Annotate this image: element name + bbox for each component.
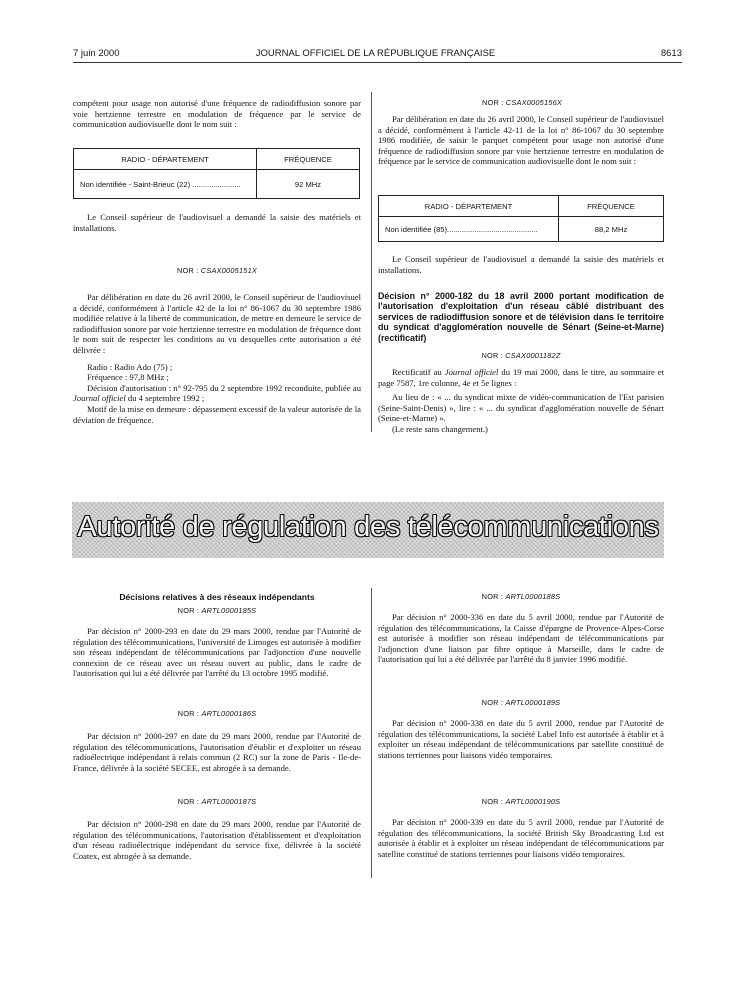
nor-artl0000186s <box>73 709 361 718</box>
decision-paragraph: Par décision n° 2000-293 en date du 29 mars 2000, rendue par l'Autorité de régulation des télécommunications, l'université de Limoges est autorisée à modifier son réseau indépendant de télécommunications par l'adjonction d'une nouvelle connexion de ce réseau avec un réseau ouvert au public, dans le cadre de l'autorisation qui lui a été délivrée par l'arrêté du 13 octobre 1995 modifié. <box>73 626 361 679</box>
nor-artl0000190s <box>378 797 664 806</box>
rectificatif-paragraph <box>378 367 664 388</box>
nor-label: NOR : <box>481 592 504 601</box>
top-right-intro <box>378 114 664 167</box>
nor-code: ARTL0000190S <box>505 797 561 806</box>
nor-label: NOR : <box>481 698 504 707</box>
nor-label: NOR : <box>177 709 200 718</box>
nor-label: NOR : <box>176 266 199 275</box>
nor-csax0005151x <box>73 266 361 275</box>
intro-text: compétent pour usage non autorisé d'une fréquence de radiodiffusion sonore par voie hertzienne terrestre en modulation de fréquence par le service de communication audiovisuelle dont le nom suit : <box>73 98 361 130</box>
deliberation-paragraph: Par délibération en date du 26 avril 2000, le Conseil supérieur de l'audiovisuel a décidé, conformément à l'article 42 de la loi n° 86-1067 du 30 septembre 1986 modifiée relative à la liberté de communication, de mettre en demeure le service de radiodiffusion sonore par voie hertzienne terrestre en modulation de fréquence dont le nom suit de respecter les conditions au vu desquelles cette autorisation a été délivrée : <box>73 292 361 355</box>
nor-code: ARTL0000188S <box>505 592 561 601</box>
decision-paragraph: Par décision n° 2000-339 en date du 5 avril 2000, rendue par l'Autorité de régulation des télécommunications, la société British Sky Broadcasting Ltd est autorisée à établir et à exploiter un réseau indépendant de télécommunications par satellite constitué de stations terriennes pour liaisons vidéo temporaires. <box>378 817 664 859</box>
decision-2000-182-title: Décision n° 2000-182 du 18 avril 2000 portant modification de l'autorisation d'exploitation d'un réseau câblé distribuant des services de radiodiffusion sonore et de télévision dans le territoire du syndicat d'agglomération nouvelle de Sénart (Seine-et-Marne) (rectificatif) <box>378 291 664 343</box>
decision-2000-298 <box>73 819 361 861</box>
rect-journal: Journal officiel <box>444 367 499 377</box>
radio-table-left <box>73 148 360 199</box>
decision-2000-293 <box>73 626 361 679</box>
table-cell-frequence: 92 MHz <box>257 170 360 199</box>
table-header-frequence: FRÉQUENCE <box>559 196 664 217</box>
nor-code: ARTL0000185S <box>201 606 257 615</box>
deliberation-paragraph-right: Par délibération en date du 26 avril 2000, le Conseil supérieur de l'audiovisuel a décidé, conformément à l'article 42-11 de la loi n° 86-1067 du 30 septembre 1986 modifiée, de saisir le parquet compétent pour usage non autorisé d'une fréquence de radiodiffusion sonore par voie hertzienne terrestre en modulation de fréquence par le service de communication audiovisuelle dont le nom suit : <box>378 114 664 167</box>
nor-artl0000187s <box>73 797 361 806</box>
reste-line: (Le reste sans changement.) <box>392 423 488 434</box>
top-left-intro <box>73 98 361 130</box>
rect-suffix: du 19 mai 2000, dans le titre, au sommaire et page 7587, 1re colonne, 4e et 5e lignes : <box>378 367 664 388</box>
nor-artl0000185s <box>73 606 361 615</box>
decision-prefix: Décision d'autorisation : n° 92-795 du 2 septembre 1992 reconduite, publiée au <box>87 382 361 393</box>
page-number: 8613 <box>660 48 682 59</box>
section-title-reseaux: Décisions relatives à des réseaux indépendants <box>119 592 315 602</box>
nor-code: ARTL0000186S <box>201 709 257 718</box>
nor-code: CSAX0001182Z <box>505 351 561 360</box>
after-table-text: Le Conseil supérieur de l'audiovisuel a demandé la saisie des matériels et installations. <box>73 212 361 233</box>
table-header-frequence: FRÉQUENCE <box>257 149 360 170</box>
decision-paragraph: Par décision n° 2000-336 en date du 5 avril 2000, rendue par l'Autorité de régulation des télécommunications, la Caisse d'épargne de Provence-Alpes-Corse est autorisée à modifier son réseau indépendant de télécommunications par l'adjonction d'une liaison par fibre optique à Marseille, dans le cadre de l'autorisation qui lui a été délivrée par l'arrêté du 8 janvier 1996 modifié. <box>378 612 664 665</box>
nor-label: NOR : <box>177 797 200 806</box>
nor-artl0000189s <box>378 698 664 707</box>
banner-title: Autorité de régulation des télécommunications <box>77 511 659 543</box>
decision-paragraph: Par décision n° 2000-297 en date du 29 mars 2000, rendue par l'Autorité de régulation des télécommunications, l'autorisation d'établir et d'exploiter un réseau radioélectrique indépendant à relais commun (2 RC) sur la zone de Paris - Ile-de-France, délivrée à la société SECEE, est abrogée à sa demande. <box>73 731 361 773</box>
table-cell-station: Non identifiée - Saint-Brieuc (22) ....................... <box>74 170 257 199</box>
nor-csax0001182z <box>378 351 664 360</box>
decision-paragraph: Par décision n° 2000-298 en date du 29 mars 2000, rendue par l'Autorité de régulation des télécommunications, l'autorisation d'établissement et d'exploitation d'un réseau radioélectrique indépendant du service fixe, délivrée à la société Coatex, est abrogée à sa demande. <box>73 819 361 861</box>
top-right-rectificatif <box>378 367 664 435</box>
decision-2000-338 <box>378 718 664 760</box>
table-cell-frequence: 88,2 MHz <box>559 217 664 242</box>
table-header-radio: RADIO - DÉPARTEMENT <box>74 149 257 170</box>
decision-paragraph: Par décision n° 2000-338 en date du 5 avril 2000, rendue par l'Autorité de régulation des télécommunications, la société Label Info est autorisée à établir et à exploiter un réseau indépendant de télécommunications par satellite constitué de stations terriennes pour liaisons vidéo temporaires. <box>378 718 664 760</box>
decision-suffix: du 4 septembre 1992 ; <box>125 393 205 404</box>
nor-label: NOR : <box>177 606 200 615</box>
radio-line: Radio : Radio Ado (75) ; <box>87 361 173 372</box>
table-cell-station: Non identifiée (85)........................................... <box>379 217 559 242</box>
nor-code: ARTL0000189S <box>505 698 561 707</box>
decision-2000-339 <box>378 817 664 859</box>
nor-artl0000188s <box>378 592 664 601</box>
column-divider-bottom <box>371 588 372 878</box>
nor-label: NOR : <box>481 797 504 806</box>
column-divider-top <box>371 92 372 432</box>
au-lieu-paragraph: Au lieu de : « ... du syndicat mixte de vidéo-communication de l'Est parisien (Seine-Saint-Denis) », lire : « ... du syndicat d'agglomération nouvelle de Sénart (Seine-et-Marne) ». <box>378 392 664 424</box>
nor-label: NOR : <box>481 98 504 107</box>
nor-code: CSAX0005156X <box>505 98 563 107</box>
radio-table-right <box>378 195 664 242</box>
header-rule <box>73 62 682 63</box>
nor-code: ARTL0000187S <box>201 797 257 806</box>
after-table-text-right: Le Conseil supérieur de l'audiovisuel a demandé la saisie des matériels et installations. <box>378 254 664 275</box>
frequence-line: Fréquence : 97,8 MHz ; <box>87 372 169 383</box>
motif-line: Motif de la mise en demeure : dépassement excessif de la valeur autorisée de la déviation de fréquence. <box>73 403 361 425</box>
journal-title: JOURNAL OFFICIEL DE LA RÉPUBLIQUE FRANÇAISE <box>255 48 496 59</box>
nor-label: NOR : <box>481 351 503 360</box>
decision-2000-336 <box>378 612 664 665</box>
section-banner <box>72 502 664 558</box>
table-header-radio: RADIO - DÉPARTEMENT <box>379 196 559 217</box>
top-right-after-table <box>378 254 664 275</box>
top-left-body <box>73 292 361 425</box>
top-left-after-table <box>73 212 361 233</box>
nor-csax0005156x <box>378 98 666 107</box>
decision-line <box>73 383 361 404</box>
decision-2000-297 <box>73 731 361 773</box>
rect-prefix: Rectificatif au <box>392 367 445 377</box>
decision-journal: Journal officiel <box>73 393 126 404</box>
nor-code: CSAX0005151X <box>200 266 258 275</box>
header-date: 7 juin 2000 <box>73 48 120 59</box>
